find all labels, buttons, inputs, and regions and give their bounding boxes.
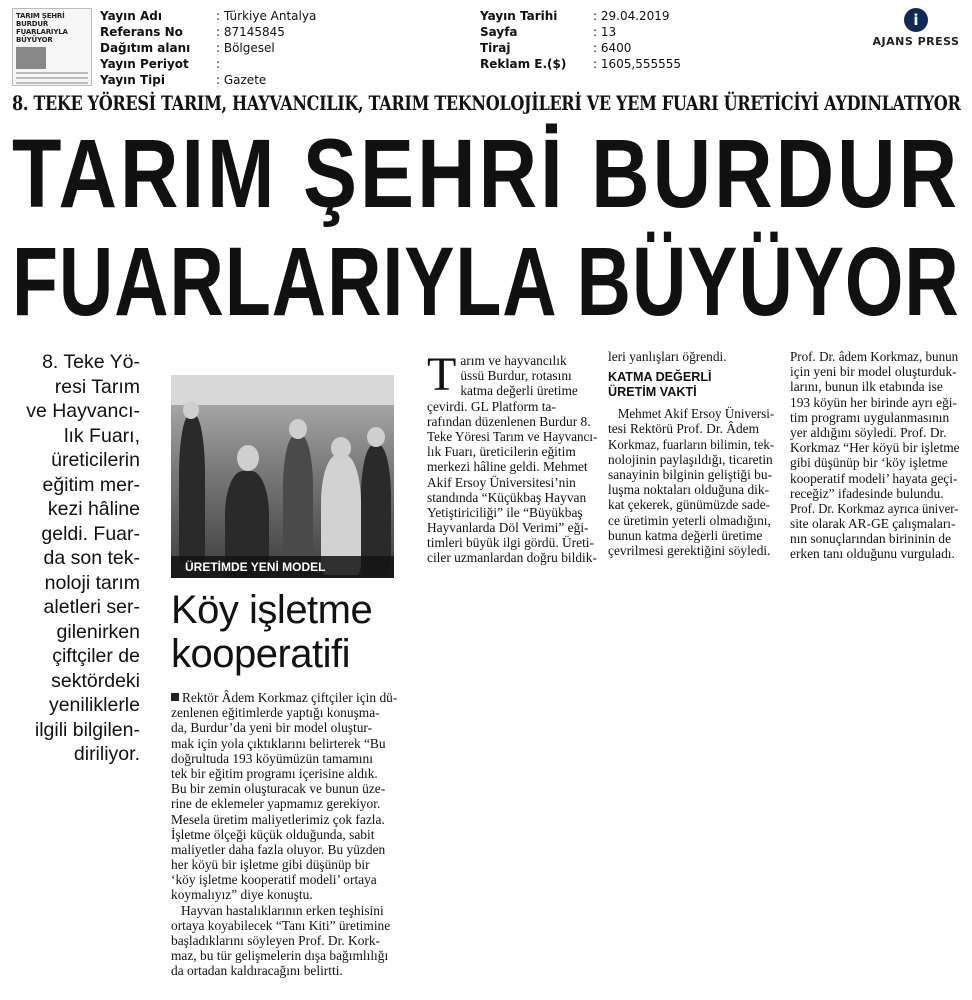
column-line: Mesela üretim maliyetlerimiz çok fazla.	[171, 811, 385, 827]
photo-figure	[179, 415, 205, 565]
meta-value: : 13	[593, 25, 617, 39]
column-line: nolojinin paylaşıldığı, ticaretin	[608, 451, 773, 467]
column-line: doğrultuda 193 köyümüzün tamamını	[171, 750, 373, 766]
column-line: da, Burdur’da yeni bir model oluştur-	[171, 720, 373, 736]
intro-line: resi Tarım	[54, 375, 140, 398]
meta-row	[480, 56, 681, 72]
info-icon: i	[904, 8, 928, 32]
column-line: rafından düzenlenen Burdur 8.	[427, 413, 591, 429]
meta-row	[100, 56, 316, 72]
column-line: tek bir eğitim programı içerisine aldık.	[171, 765, 378, 781]
column-line: Prof. Dr. âdem Korkmaz, bunun	[790, 349, 959, 364]
intro-line: da son tek-	[43, 547, 140, 569]
meta-value: : Gazete	[216, 73, 267, 87]
meta-value: : 29.04.2019	[593, 9, 670, 23]
meta-row	[480, 8, 681, 24]
column-line: ‘köy işletme kooperatif modeli’ ortaya	[171, 872, 377, 888]
intro-line: ilgili bilgilen-	[34, 718, 140, 741]
drop-cap: T	[427, 348, 457, 401]
meta-row	[100, 24, 316, 40]
column-line: yer aldığını söyledi. Prof. Dr.	[790, 424, 947, 440]
column-line: nın sonuçlarından birininin de	[790, 531, 952, 547]
meta-row	[100, 8, 316, 24]
thumbnail-title-line: FUARLARIYLA BÜYÜYOR	[16, 28, 68, 44]
thumbnail-photo	[16, 47, 46, 69]
meta-value: : 87145845	[216, 25, 285, 39]
column-line: zenlenen eğitimlerde yaptığı konuşma-	[171, 705, 380, 721]
intro-line: ve Hayvancı-	[26, 400, 140, 422]
column-line: her köyü bir işletme gibi düşünüp bir	[171, 857, 370, 873]
metadata-right	[480, 8, 681, 72]
meta-row	[100, 72, 316, 88]
column-line: larını, bunun ilk etabında ise	[790, 379, 943, 395]
intro-line: üreticilerin	[51, 449, 140, 471]
intro-line: sektördeki	[51, 669, 140, 692]
article-column-b	[427, 348, 598, 566]
column-line: koymalıyız” diye konuştu.	[171, 887, 313, 903]
intro-line: noloji tarım	[44, 571, 140, 594]
photo-head	[237, 445, 259, 471]
meta-key: Sayfa	[480, 25, 518, 39]
column-line: üssü Burdur, rotasını	[460, 368, 572, 384]
intro-line: diriliyor.	[73, 743, 140, 765]
bullet-icon	[171, 693, 179, 701]
column-line: rine de eklemeler yapmamız gerekiyor.	[171, 796, 381, 812]
photo-head	[331, 437, 351, 459]
column-line: Korkmaz, fuarların bilimin, tek-	[608, 436, 775, 452]
column-line: erken tanı olduğunu vurguladı.	[790, 546, 955, 562]
column-line: maliyetler daha fazla oluyor. Bu yüzden	[171, 841, 386, 857]
column-line: kooperatif modeli’ hayata geçi-	[790, 470, 958, 486]
column-line: Teke Yöresi Tarım ve Hayvancı-	[427, 428, 598, 444]
column-line: tesi Rektörü Prof. Dr. Âdem	[608, 421, 759, 437]
intro-line: kezi hâline	[47, 498, 140, 520]
article-column-d	[790, 349, 958, 562]
column-line: Mehmet Akif Ersoy Üniversi-	[617, 406, 775, 422]
column-line: 193 köyün her birinde ayrı eği-	[790, 394, 957, 410]
meta-key: Yayın Adı	[100, 9, 162, 23]
intro-line: çiftçiler de	[52, 645, 140, 667]
column-line: luşma noktaları olduğuna dik-	[608, 482, 770, 498]
column-line: leri yanlışları öğrendi.	[608, 349, 727, 364]
column-line: sanayinin bilginin geliştiği bu-	[608, 466, 773, 482]
column-line: Akif Ersoy Üniversitesi’nin	[427, 474, 576, 490]
thumbnail-text-line	[16, 77, 88, 79]
column-line: İşletme ölçeği küçük olduğunda, sabit	[171, 826, 375, 842]
article-photo	[171, 375, 394, 578]
photo-caption: ÜRETİMDE YENİ MODEL	[171, 556, 394, 578]
column-line: site olarak AR-GE çalışmaları-	[790, 516, 956, 532]
column-line: merkezi hâline geldi. Mehmet	[427, 459, 588, 475]
photo-ceiling	[171, 375, 394, 405]
column-line: Hayvanlarda Döl Verimi” eği-	[427, 520, 589, 536]
meta-value: : Türkiye Antalya	[216, 9, 317, 23]
column-line: bunun katma değerli üretime	[608, 527, 763, 543]
headline-line-2: FUARLARIYLA BÜYÜYOR	[12, 227, 960, 336]
column-line: Yetiştiriciliği” ile “Büyükbaş	[427, 504, 583, 520]
column-line: ciler uzmanlardan doğru bildik-	[427, 550, 597, 566]
column-line: da ortadan kaldıracağını belirtti.	[171, 963, 343, 979]
meta-row	[100, 40, 316, 56]
column-line: standında “Küçükbaş Hayvan	[427, 489, 587, 505]
column-line: lık Fuarı, üreticilerin eğitim	[427, 444, 576, 460]
photo-head	[367, 427, 385, 447]
column-line: timleri büyük ilgi gördü. Üreti-	[427, 535, 594, 551]
meta-key: Dağıtım alanı	[100, 41, 191, 55]
meta-key: Yayın Tarihi	[480, 9, 558, 23]
column-line: için yeni bir model oluşturduk-	[790, 364, 957, 380]
meta-key: Yayın Periyot	[100, 57, 189, 71]
column-c-lines	[608, 406, 774, 558]
ajans-press-logo	[868, 8, 964, 48]
column-line: Prof. Dr. Korkmaz ayrıca üniver-	[790, 500, 959, 516]
article-column-a	[171, 690, 403, 979]
column-line: başladıklarını söyleyen Prof. Dr. Kork-	[171, 933, 380, 948]
article-column-c	[608, 349, 774, 558]
metadata-left	[100, 8, 316, 88]
meta-key: Referans No	[100, 25, 183, 39]
meta-key: Tiraj	[480, 41, 511, 55]
meta-value: : 6400	[593, 41, 632, 55]
column-line: çevrilmesi gerektiğini söyledi.	[608, 542, 771, 558]
subhead-line: kooperatifi	[171, 632, 351, 676]
intro-line: gilenirken	[56, 620, 140, 643]
column-line: maz, bu tür gelişmelerin dışa bağımlılığı	[171, 948, 389, 964]
photo-head	[289, 419, 307, 439]
column-line: Bu bir zemin oluşturacak ve bunun üze-	[171, 781, 386, 797]
clipping-thumbnail	[12, 8, 92, 86]
column-line: çevirdi. GL Platform ta-	[427, 398, 556, 414]
column-line: mak için yola çıktıklarını belirterek “Bu	[171, 735, 386, 751]
section-heading: ÜRETİM VAKTİ	[608, 385, 697, 400]
column-line: receğiz” ifadesinde bulundu.	[790, 485, 944, 501]
column-line: tim programı uygulanmasının	[790, 409, 950, 425]
logo-text: AJANS PRESS	[872, 35, 960, 48]
column-line: gibi düşünüp bir ‘köy işletme	[790, 455, 948, 471]
meta-key: Reklam E.($)	[480, 57, 567, 71]
article-intro	[12, 350, 140, 767]
column-line: arım ve hayvancılık	[460, 353, 567, 368]
column-line: ortaya koyabilecek “Tanı Kiti” üretimine	[171, 917, 391, 933]
column-line-text: Rektör Âdem Korkmaz çiftçiler için dü-	[182, 690, 398, 705]
article-kicker: 8. TEKE YÖRESİ TARIM, HAYVANCILIK, TARIM TEKNOLOJİLERİ VE YEM FUARI ÜRETİCİYİ AYDINLATIYOR	[12, 92, 961, 115]
column-line: Korkmaz “Her köyü bir işletme	[790, 440, 960, 456]
meta-value: :	[216, 57, 221, 71]
intro-line: aletleri ser-	[43, 596, 140, 618]
meta-row	[480, 40, 681, 56]
photo-head	[183, 401, 199, 419]
article-subhead	[171, 588, 411, 676]
meta-row	[480, 24, 681, 40]
headline-line-1: TARIM ŞEHRİ BURDUR	[12, 119, 961, 228]
section-heading: KATMA DEĞERLİ	[608, 370, 712, 385]
intro-line: geldi. Fuar-	[41, 522, 140, 545]
intro-line: lık Fuarı,	[64, 424, 140, 447]
intro-line: eğitim mer-	[42, 473, 140, 496]
photo-figure	[283, 435, 313, 565]
meta-value: : Bölgesel	[216, 41, 275, 55]
subhead-line: Köy işletme	[171, 588, 373, 632]
column-line: kat çekerek, günümüzde sade-	[608, 497, 771, 513]
thumbnail-text-line	[16, 72, 88, 74]
intro-line: yeniliklerle	[48, 694, 140, 716]
intro-line: 8. Teke Yö-	[42, 351, 140, 373]
thumbnail-text-line	[16, 82, 88, 84]
column-line: Hayvan hastalıklarının erken teşhisini	[181, 902, 384, 918]
meta-key: Yayın Tipi	[100, 73, 165, 87]
column-line	[171, 690, 403, 705]
column-b-lines	[427, 399, 597, 566]
thumbnail-title-line: TARIM ŞEHRİ BURDUR	[16, 12, 65, 28]
column-line: ce üretimin yeterli olmadığını,	[608, 512, 771, 528]
column-line: katma değerli üretime	[460, 383, 578, 399]
meta-value: : 1605,555555	[593, 57, 682, 71]
